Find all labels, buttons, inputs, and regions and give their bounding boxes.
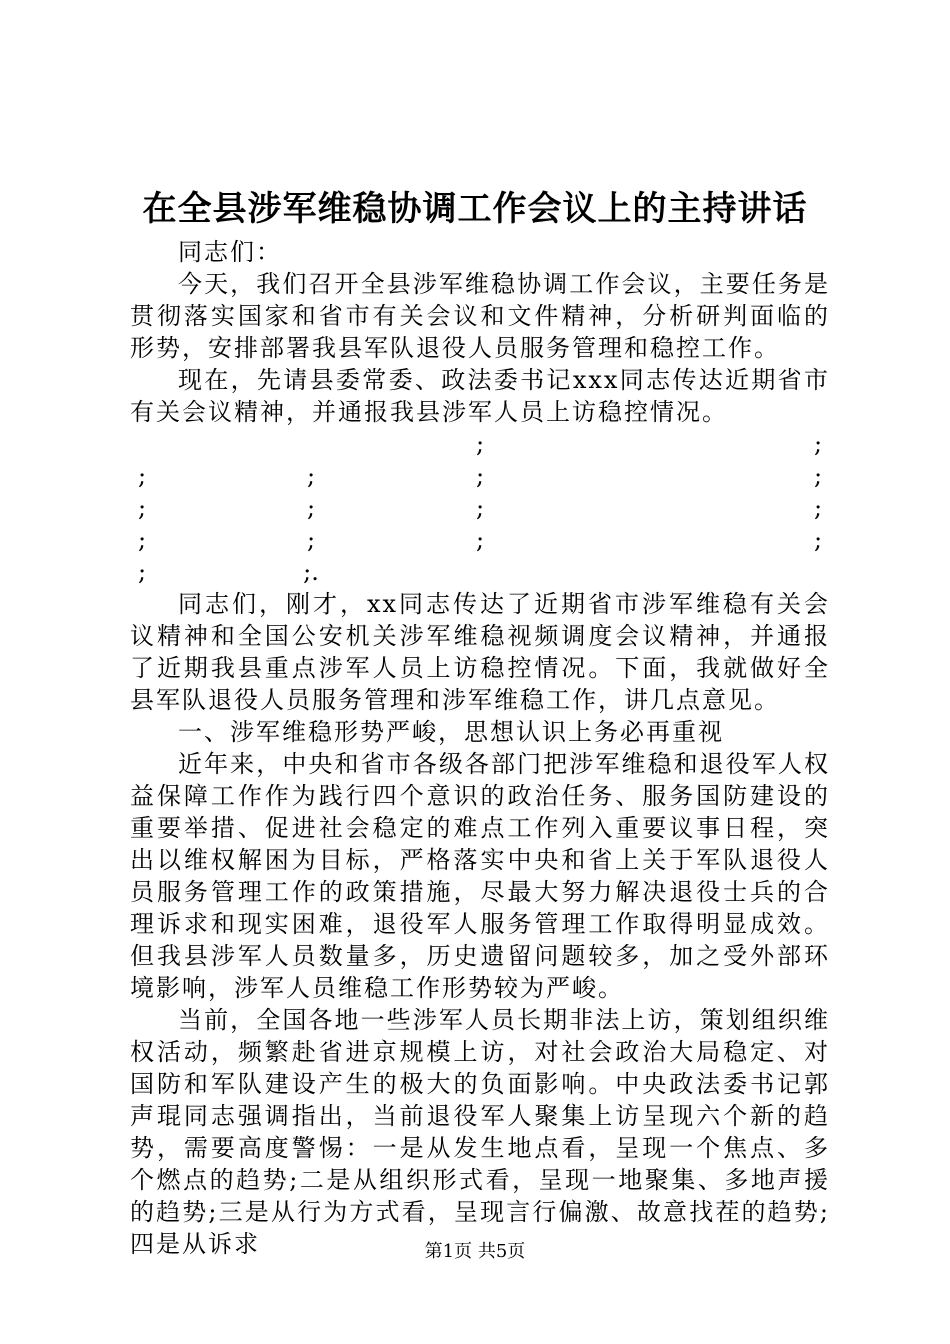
semicolon-cell: ;	[813, 526, 823, 554]
semicolon-cell: ;	[475, 494, 485, 522]
greeting: 同志们：	[178, 238, 282, 266]
semicolon-cell	[468, 556, 492, 588]
semicolon-cell: ;	[813, 430, 823, 458]
semicolon-cell: ;	[137, 494, 147, 522]
semicolon-cell: ;	[813, 494, 823, 522]
semicolon-cell	[637, 428, 661, 460]
semicolon-cell: ;	[475, 462, 485, 490]
section-heading: 一、涉军维稳形势严峻，思想认识上务必再重视	[178, 718, 724, 746]
semicolon-block	[130, 428, 830, 588]
semicolon-cell: ;	[306, 462, 316, 490]
semicolon-cell: ;	[475, 526, 485, 554]
semicolon-row	[130, 492, 830, 524]
paragraph: 近年来，中央和省市各级各部门把涉军维稳和退役军人权益保障工作作为践行四个意识的政治任务、服务国防建设的重要举措、促进社会稳定的难点工作列入重要议事日程，突出以维权解困为目标，严格落实中央和省上关于军队退役人员服务管理工作的政策措施，尽最大努力解决退役士兵的合理诉求和现实困难，退役军人服务管理工作取得明显成效。但我县涉军人员数量多，历史遗留问题较多，加之受外部环境影响，涉军人员维稳工作形势较为严峻。	[130, 750, 830, 1002]
paragraph: 现在，先请县委常委、政法委书记xxx同志传达近期省市有关会议精神，并通报我县涉军人员上访稳控情况。	[130, 366, 830, 426]
semicolon-cell: ;	[137, 526, 147, 554]
page-footer: 第1页 共5页	[424, 1241, 526, 1262]
semicolon-cell	[299, 428, 323, 460]
semicolon-cell	[130, 428, 154, 460]
semicolon-cell	[637, 492, 661, 524]
semicolon-cell: ;.	[303, 558, 319, 586]
semicolon-row	[130, 460, 830, 492]
semicolon-cell: ;	[475, 430, 485, 458]
semicolon-cell: ;	[306, 494, 316, 522]
semicolon-row	[130, 428, 830, 460]
document-title: 在全县涉军维稳协调工作会议上的主持讲话	[142, 189, 808, 229]
paragraph: 今天，我们召开全县涉军维稳协调工作会议，主要任务是贯彻落实国家和省市有关会议和文件精神，分析研判面临的形势，安排部署我县军队退役人员服务管理和稳控工作。	[130, 270, 830, 362]
semicolon-cell	[637, 556, 661, 588]
document-body	[130, 236, 830, 1260]
semicolon-cell: ;	[306, 526, 316, 554]
semicolon-cell: ;	[137, 558, 147, 586]
semicolon-row	[130, 556, 830, 588]
paragraph: 同志们，刚才，xx同志传达了近期省市涉军维稳有关会议精神和全国公安机关涉军维稳视频调度会议精神，并通报了近期我县重点涉军人员上访稳控情况。下面，我就做好全县军队退役人员服务管理和涉军维稳工作，讲几点意见。	[130, 590, 830, 714]
semicolon-cell: ;	[813, 462, 823, 490]
paragraph: 当前，全国各地一些涉军人员长期非法上访，策划组织维权活动，频繁赴省进京规模上访，对社会政治大局稳定、对国防和军队建设产生的极大的负面影响。中央政法委书记郭声琨同志强调指出，当前退役军人聚集上访呈现六个新的趋势，需要高度警惕：一是从发生地点看，呈现一个焦点、多个燃点的趋势;二是从组织形式看，呈现一地聚集、多地声援的趋势;三是从行为方式看，呈现言行偏激、故意找茬的趋势;四是从诉求	[130, 1006, 830, 1258]
semicolon-cell	[637, 524, 661, 556]
semicolon-cell: ;	[137, 462, 147, 490]
semicolon-cell	[806, 556, 830, 588]
semicolon-cell	[637, 460, 661, 492]
semicolon-row	[130, 524, 830, 556]
